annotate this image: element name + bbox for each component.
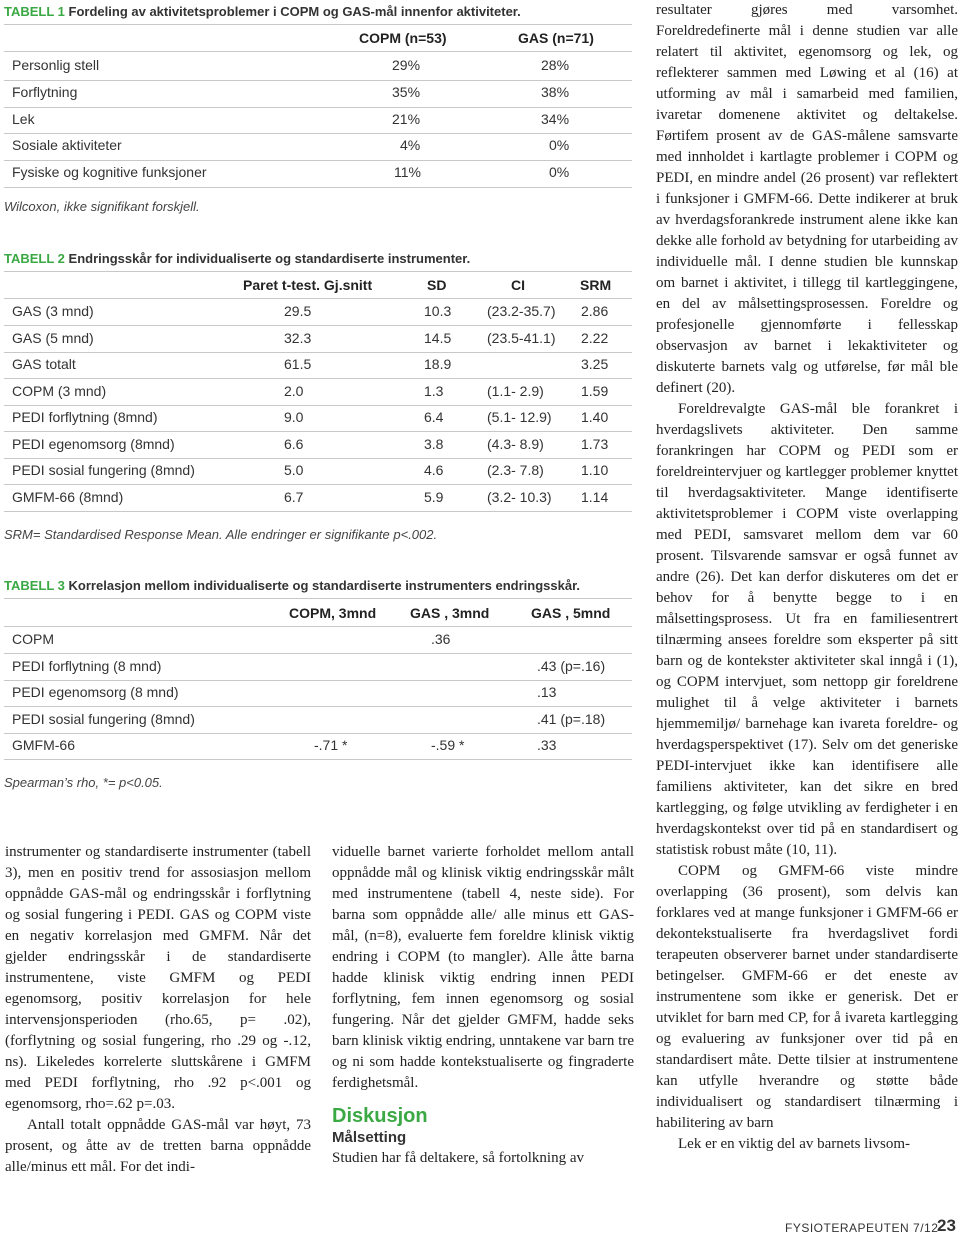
divider <box>4 511 632 512</box>
table3-label: TABELL 3 <box>4 578 65 593</box>
table-row <box>0 432 640 458</box>
table3-cell-copm: -.71 * <box>314 737 348 753</box>
table2-cell-mean: 6.6 <box>284 435 304 452</box>
table1-row-gas: 0% <box>549 164 570 180</box>
table2-cell-ci: (2.3- 7.8) <box>487 462 544 478</box>
table3-cell-gas5: .33 <box>537 737 557 753</box>
table-row <box>0 405 640 431</box>
table2-cell-name: PEDI sosial fungering (8mnd) <box>12 462 195 478</box>
table2-cell-srm: 1.40 <box>581 409 609 425</box>
table2-col-ttest: Paret t-test. Gj.snitt <box>243 277 373 293</box>
table2-cell-sd: 5.9 <box>424 488 444 505</box>
paragraph: instrumenter og standardiserte instrumenter (tabell 3), men en positiv trend for assosiasjon mellom oppnådde GAS-mål og endringsskår i forflytning og sosial fungering i PEDI. GAS og COPM viste en negativ korrelasjon med GMFM. Når det gjelder endringsskår i de standardiserte instrumentene, viste GMFM og PEDI egenomsorg, positiv korrelasjon for hele intervensjonsperioden (rho.65, p= .02), (forflytning og sosial fungering, rho .29 og -.12, ns). Likeledes korrelerte sluttskårene i GMFM med PEDI forflytning, rho .92 p<.001 og egenomsorg, rho=.62 p=.03. <box>5 844 311 1112</box>
table-row <box>0 485 640 511</box>
table1-row-copm: 11% <box>394 164 421 180</box>
table2-cell-srm: 3.25 <box>581 356 609 372</box>
table2-cell-mean: 61.5 <box>284 356 312 372</box>
table2-cell-srm: 2.22 <box>581 329 609 346</box>
table-row <box>0 161 640 187</box>
table2-title-text: Endringsskår for individualiserte og standardiserte instrumenter. <box>68 251 471 266</box>
table-row <box>0 326 640 352</box>
table2-cell-srm: 1.14 <box>581 488 609 505</box>
table1-row-gas: 38% <box>541 84 570 100</box>
table2-col-sd: SD <box>427 277 447 293</box>
table1-row-copm: 4% <box>400 137 421 153</box>
table2-cell-mean: 6.7 <box>284 488 304 505</box>
table3-cell-name: GMFM-66 <box>12 737 75 753</box>
table2-cell-mean: 9.0 <box>284 409 304 425</box>
table1-col-copm: COPM (n=53) <box>359 30 447 46</box>
table1-row-name: Forflytning <box>12 84 78 100</box>
table2-cell-sd: 6.4 <box>424 409 444 425</box>
table2-cell-sd: 10.3 <box>424 303 452 319</box>
table2-cell-ci: (5.1- 12.9) <box>487 409 552 425</box>
table-row <box>0 81 640 107</box>
table2-cell-name: GAS (5 mnd) <box>12 329 94 346</box>
page-number: 23 <box>937 1216 956 1235</box>
table3-cell-name: PEDI forflytning (8 mnd) <box>12 657 162 674</box>
table3-title-text: Korrelasjon mellom individualiserte og standardiserte instrumenters endringsskår. <box>68 578 581 593</box>
table2-cell-sd: 14.5 <box>424 329 452 346</box>
table2-cell-ci: (1.1- 2.9) <box>487 382 544 399</box>
divider <box>4 187 632 188</box>
table2-cell-ci: (23.5-41.1) <box>487 329 556 346</box>
table1-label: TABELL 1 <box>4 4 65 19</box>
table3-cell-name: PEDI egenomsorg (8 mnd) <box>12 684 179 700</box>
table2-cell-mean: 2.0 <box>284 382 304 399</box>
journal-name: FYSIOTERAPEUTEN 7/12 <box>785 1221 939 1235</box>
table2-cell-sd: 4.6 <box>424 462 444 478</box>
divider <box>4 759 632 760</box>
table3-note: Spearman’s rho, *= p<0.05. <box>4 775 163 790</box>
table2-cell-name: GAS totalt <box>12 356 76 372</box>
table2-cell-name: PEDI forflytning (8mnd) <box>12 409 158 425</box>
table1-row-copm: 21% <box>392 111 421 127</box>
table-row <box>0 134 640 160</box>
table2-cell-ci: (23.2-35.7) <box>487 303 556 319</box>
table-row <box>0 654 640 680</box>
table-row <box>0 54 640 80</box>
table2-cell-mean: 32.3 <box>284 329 312 346</box>
table1-title-text: Fordeling av aktivitetsproblemer i COPM og GAS-mål innenfor aktiviteter. <box>68 4 521 19</box>
paragraph: COPM og GMFM-66 viste mindre overlapping (36 prosent), som delvis kan forklares ved at mange funksjoner i GMFM-66 er dekontekstualiserte fra hverdagslivet fordi terapeuten observerer barnet under standardiserte betingelser. GMFM-66 er det eneste av instrumentene som ikke er generisk. Det er utviklet for barn med CP, for å ivareta kartlegging og evaluering av funksjoner over tid på en standardisert måte. Dette tilsier at instrumentene kan utfylle hverandre og støtte både individualisert og standardisert tilnærming i habilitering av barn <box>656 863 958 1131</box>
divider <box>4 271 632 272</box>
table-row <box>0 379 640 405</box>
table2-cell-sd: 18.9 <box>424 356 452 372</box>
table-row <box>0 352 640 378</box>
table1-row-name: Sosiale aktiviteter <box>12 137 122 153</box>
table2-note: SRM= Standardised Response Mean. Alle endringer er signifikante p<.002. <box>4 527 438 542</box>
paragraph: Lek er en viktig del av barnets livsom- <box>678 1136 911 1152</box>
table-row <box>0 680 640 706</box>
divider <box>4 51 632 52</box>
table-row <box>0 108 640 134</box>
table-row <box>0 707 640 733</box>
table3-col-gas5: GAS , 5mnd <box>531 605 611 621</box>
table-row <box>0 299 640 325</box>
paragraph: resultater gjøres med varsomhet. Foreldredefinerte mål i denne studien var alle relatert til aktivitet, egenomsorg og lek, og reflekterer sammen med Løwing et al (16) at utforming av mål i samarbeid med familien, ivaretar domenene aktivitet og deltakelse. Førtifem prosent av de GAS-målene samsvarte med innholdet i kartlagte problemer i COPM og PEDI, en mindre andel (26 prosent) var reflektert i funksjoner i GMFM-66. Dette indikerer at bruk av hverdagsforankrede instrument alene ikke kan dekke alle forhold av betydning for utarbeiding av individuelle mål. I denne studien ble kunnskap om barnet i aktivitet, i tillegg til kartleggingene, en del av målsettingsprosessen. Foreldre og profesjonelle gjennomførte i fellesskap observasjon av barnet i lekaktiviteter og diskuterte barnets valg og utførelse, før mål ble definert (20). <box>656 2 958 396</box>
table2-cell-name: GAS (3 mnd) <box>12 303 94 319</box>
divider <box>4 24 632 25</box>
table1-row-copm: 35% <box>392 84 421 100</box>
table2-cell-mean: 5.0 <box>284 462 304 478</box>
table3-cell-gas3: .36 <box>431 631 451 647</box>
table3-cell-name: PEDI sosial fungering (8mnd) <box>12 710 195 727</box>
table2-cell-ci: (3.2- 10.3) <box>487 488 552 505</box>
table1-row-name: Fysiske og kognitive funksjoner <box>12 164 207 180</box>
table2-cell-name: COPM (3 mnd) <box>12 382 107 399</box>
table2-cell-sd: 3.8 <box>424 435 444 452</box>
left-column <box>5 842 311 1178</box>
table2-cell-srm: 2.86 <box>581 303 609 319</box>
table3-col-copm: COPM, 3mnd <box>289 605 377 621</box>
table2-cell-name: GMFM-66 (8mnd) <box>12 488 124 505</box>
table1-row-gas: 28% <box>541 57 570 73</box>
table-row <box>0 458 640 484</box>
table3-cell-name: COPM <box>12 631 54 647</box>
table2-cell-srm: 1.10 <box>581 462 609 478</box>
table1-row-gas: 34% <box>541 111 570 127</box>
table1-row-name: Personlig stell <box>12 57 100 73</box>
table2-col-ci: CI <box>511 277 525 293</box>
divider <box>4 598 632 599</box>
table2-cell-srm: 1.59 <box>581 382 609 399</box>
table1-row-gas: 0% <box>549 137 570 153</box>
table2-label: TABELL 2 <box>4 251 65 266</box>
table1-row-name: Lek <box>12 111 35 127</box>
table2-col-srm: SRM <box>580 277 612 293</box>
table3-cell-gas5: .41 (p=.18) <box>537 710 606 727</box>
table-row <box>0 733 640 759</box>
table3-col-gas3: GAS , 3mnd <box>410 605 490 621</box>
paragraph: Antall totalt oppnådde GAS-mål var høyt, 73 prosent, og åtte av de tretten barna oppnådde alle/minus ett mål. For det indi- <box>5 1117 311 1175</box>
paragraph: viduelle barnet varierte forholdet mellom antall oppnådde mål og klinisk viktig endringsskår målt med instrumentene (tabell 4, neste side). For barna som oppnådde alle/ alle minus ett GAS-mål, (n=8), evaluerte fem foreldre klinisk viktig endring i COPM (to mangler). Alle åtte barna hadde klinisk viktig endring innen PEDI forflytning, fem innen egenomsorg og sosial fungering. Når det gjelder GMFM, hadde seks barn klinisk viktig endring, unntakene var barn tre og ni som hadde kontekstualiserte og fingraderte ferdighetsmål. <box>332 844 634 1091</box>
middle-column <box>332 842 634 1169</box>
table1-note: Wilcoxon, ikke signifikant forskjell. <box>4 199 200 214</box>
table3-title <box>4 578 580 593</box>
paragraph: Studien har få deltakere, så fortolkning av <box>332 1150 584 1166</box>
paragraph: Foreldrevalgte GAS-mål ble forankret i hverdagslivets aktiviteter. Den samme forankringen har COPM og PEDI som er foreldreintervjuer og kartlegger problemer knyttet til hverdagsaktiviteter. Mange identifiserte aktivitetsproblemer i COPM viste overlapping med PEDI, samsvaret mellom dem var 60 prosent. Tilsvarende samsvar er også funnet av andre (26). Det kan derfor diskuteres om det er behov for å benytte begge to i en målsettingsprosess. Ut fra en familiesentrert tilnærming ansees foreldre som eksperter på sitt barn og de kontekster aktiviteter skal inngå i (1), og COPM intervjuet, som nettopp gir foreldrene mulighet til å velge aktiviteter i barnets hjemmemiljø/ barnehage kan ivareta foreldre- og hverdagsperspektivet (17). Selv om det generiske PEDI-intervjuet ikke kan identifisere alle familiens aktiviteter, kan det sikre en bred kartlegging, og følge utvikling av ferdigheter i en hverdagskontekst over tid på en standardisert og statistisk robust måte (10, 11). <box>656 401 958 858</box>
table2-cell-name: PEDI egenomsorg (8mnd) <box>12 435 175 452</box>
table-row <box>0 627 640 653</box>
table3-cell-gas3: -.59 * <box>431 737 465 753</box>
table2-cell-mean: 29.5 <box>284 303 312 319</box>
table2-cell-sd: 1.3 <box>424 382 444 399</box>
subsection-heading: Målsetting <box>332 1129 407 1146</box>
table3-cell-gas5: .13 <box>537 684 557 700</box>
table1-row-copm: 29% <box>392 57 421 73</box>
table2-title <box>4 251 470 266</box>
table1-col-gas: GAS (n=71) <box>518 30 594 46</box>
table3-cell-gas5: .43 (p=.16) <box>537 657 606 674</box>
table2-cell-ci: (4.3- 8.9) <box>487 435 544 452</box>
right-column <box>656 0 958 1155</box>
table2-cell-srm: 1.73 <box>581 435 609 452</box>
section-heading: Diskusjon <box>332 1105 428 1127</box>
table1-title <box>4 4 521 19</box>
